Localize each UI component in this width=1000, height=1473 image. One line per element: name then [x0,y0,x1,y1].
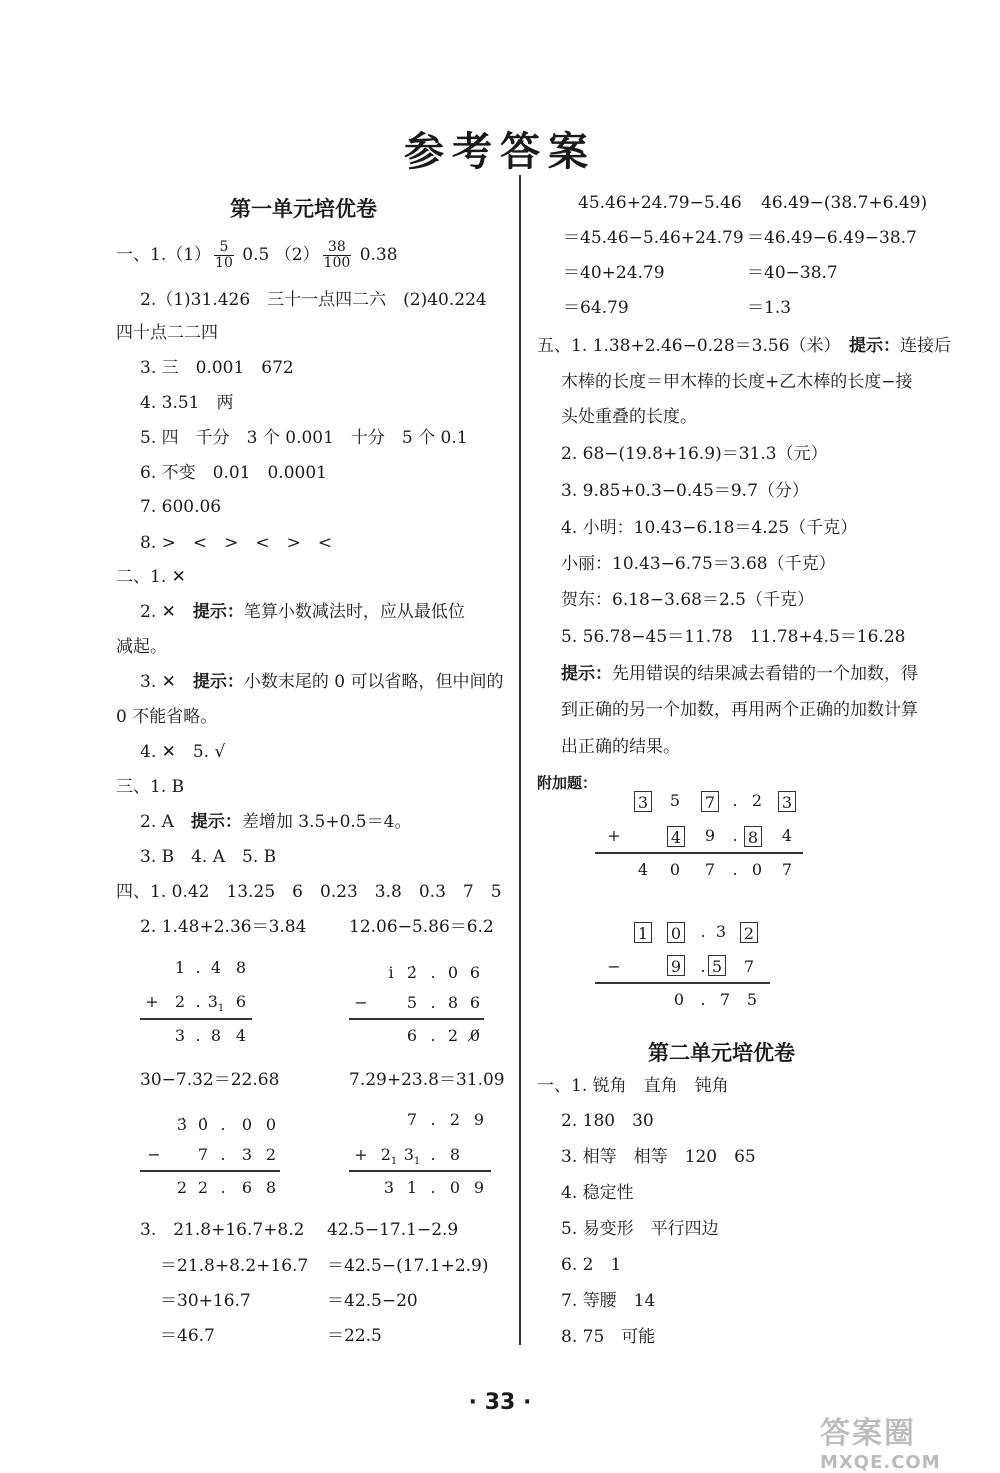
answer-1-7: 7. 600.06 [140,497,222,517]
answer-r3: ＝40+24.79 [563,263,665,283]
fraction-38-100: $\frac{38}{100}$ [323,239,351,271]
unit2-answer-5: 5. 易变形 平行四边 [561,1219,719,1239]
answer-1-2: 2.（1)31.426 三十一点四二六 (2)40.224 [140,290,487,310]
answer-r4: ＝64.79 [563,298,629,318]
answer-5-3: 3. 9.85+0.3−0.45＝9.7（分） [561,481,809,501]
page-title: 参考答案 [404,129,596,175]
answer-4-1: 四、1. 0.42 13.25 6 0.23 3.8 0.3 7 5 [116,882,502,902]
answer-1-1-mid: 0.5 （2） [242,245,320,265]
answer-5-5-cont1: 到正确的另一个加数，再用两个正确的加数计算 [561,700,918,720]
answer-1-2-cont: 四十点二二四 [116,323,218,343]
answer-5-5-hint: 提示：先用错误的结果减去看错的一个加数，得 [561,664,918,684]
answer-r8: ＝1.3 [747,298,792,318]
fraction-5-10: $\frac{5}{10}$ [215,239,233,271]
answer-r6: ＝46.49−6.49−38.7 [747,228,917,248]
answer-2-3-cont: 0 不能省略。 [116,707,218,727]
unit2-answer-4: 4. 稳定性 [561,1183,634,1203]
answer-4-2d: 7.29+23.8＝31.09 [349,1070,505,1090]
answer-1-1-end: 0.38 [359,245,398,265]
section-heading-unit1: 第一单元培优卷 [230,197,377,221]
answer-2-4: 4. ✕ 5. √ [140,742,226,762]
answer-4-3-line1: 3. 21.8+16.7+8.2 [140,1220,305,1240]
answer-4-3-line2: ＝21.8+8.2+16.7 [160,1256,309,1276]
answer-r2: ＝45.46−5.46+24.79 [563,228,744,248]
answer-r5: 46.49−(38.7+6.49) [761,193,928,213]
column-divider [519,175,521,1345]
answer-1-5: 5. 四 千分 3 个 0.001 十分 5 个 0.1 [140,428,468,448]
unit2-answer-1: 一、1. 锐角 直角 钝角 [537,1076,729,1096]
answer-3-1: 三、1. B [116,777,185,797]
answer-5-4: 4. 小明：10.43−6.18＝4.25（千克） [561,518,858,538]
answer-4-3-line7: ＝42.5−20 [327,1291,418,1311]
answer-2-3: 3. ✕ 提示：小数末尾的 0 可以省略，但中间的 [140,672,504,692]
hint-label: 提示： [192,602,244,622]
answer-4-2b: 12.06−5.86＝6.2 [349,917,494,937]
unit2-answer-6: 6. 2 1 [561,1255,622,1275]
answer-4-3-line6: ＝42.5−(17.1+2.9) [327,1256,489,1276]
answer-2-2: 2. ✕ 提示：笔算小数减法时，应从最低位 [140,602,465,622]
hint-label: 提示： [190,812,242,832]
answer-5-1-cont1: 木棒的长度＝甲木棒的长度+乙木棒的长度−接 [561,372,913,392]
answer-3-3: 3. B 4. A 5. B [140,847,277,867]
answer-r1: 45.46+24.79−5.46 [578,193,742,213]
answer-5-4c: 贺东：6.18−3.68＝2.5（千克） [561,590,814,610]
answer-1-1-label: 一、1.（1） [116,245,212,265]
answer-4-2c: 30−7.32＝22.68 [140,1070,280,1090]
answer-5-5: 5. 56.78−45＝11.78 11.78+4.5＝16.28 [561,627,906,647]
section-heading-unit2: 第二单元培优卷 [648,1041,795,1065]
hint-label: 提示： [849,336,901,356]
answer-5-5-cont2: 出正确的结果。 [561,737,680,757]
bonus-label: 附加题： [537,774,598,792]
answer-4-2a: 2. 1.48+2.36＝3.84 [140,917,307,937]
answer-4-3-line5: 42.5−17.1−2.9 [327,1220,459,1240]
answer-1-8: 8. > < > < > < [140,533,333,553]
answer-1-1 [116,240,398,271]
unit2-answer-2: 2. 180 30 [561,1111,654,1131]
answer-4-3-line3: ＝30+16.7 [160,1291,251,1311]
answer-1-6: 6. 不变 0.01 0.0001 [140,463,327,483]
unit2-answer-8: 8. 75 可能 [561,1327,656,1347]
answer-4-3-line8: ＝22.5 [327,1326,382,1346]
answer-4-3-line4: ＝46.7 [160,1326,215,1346]
unit2-answer-7: 7. 等腰 14 [561,1291,656,1311]
answer-5-4b: 小丽：10.43−6.75＝3.68（千克） [561,554,836,574]
unit2-answer-3: 3. 相等 相等 120 65 [561,1147,756,1167]
answer-3-2: 2. A 提示：差增加 3.5+0.5＝4。 [140,812,412,832]
answer-1-3: 3. 三 0.001 672 [140,358,294,378]
answer-5-1: 五、1. 1.38+2.46−0.28＝3.56（米） 提示：连接后 [537,336,952,356]
answer-2-2-cont: 减起。 [116,637,167,657]
hint-label: 提示： [192,672,244,692]
answer-r7: ＝40−38.7 [747,263,838,283]
page-number: · 33 · [468,1390,532,1415]
answer-5-2: 2. 68−(19.8+16.9)＝31.3（元） [561,444,828,464]
watermark-logo: 答案圈 MXQE.COM [820,1416,941,1473]
answer-2-1: 二、1. ✕ [116,567,186,587]
answer-5-1-cont2: 头处重叠的长度。 [561,407,697,427]
answer-1-4: 4. 3.51 两 [140,393,234,413]
hint-label: 提示： [561,664,612,684]
